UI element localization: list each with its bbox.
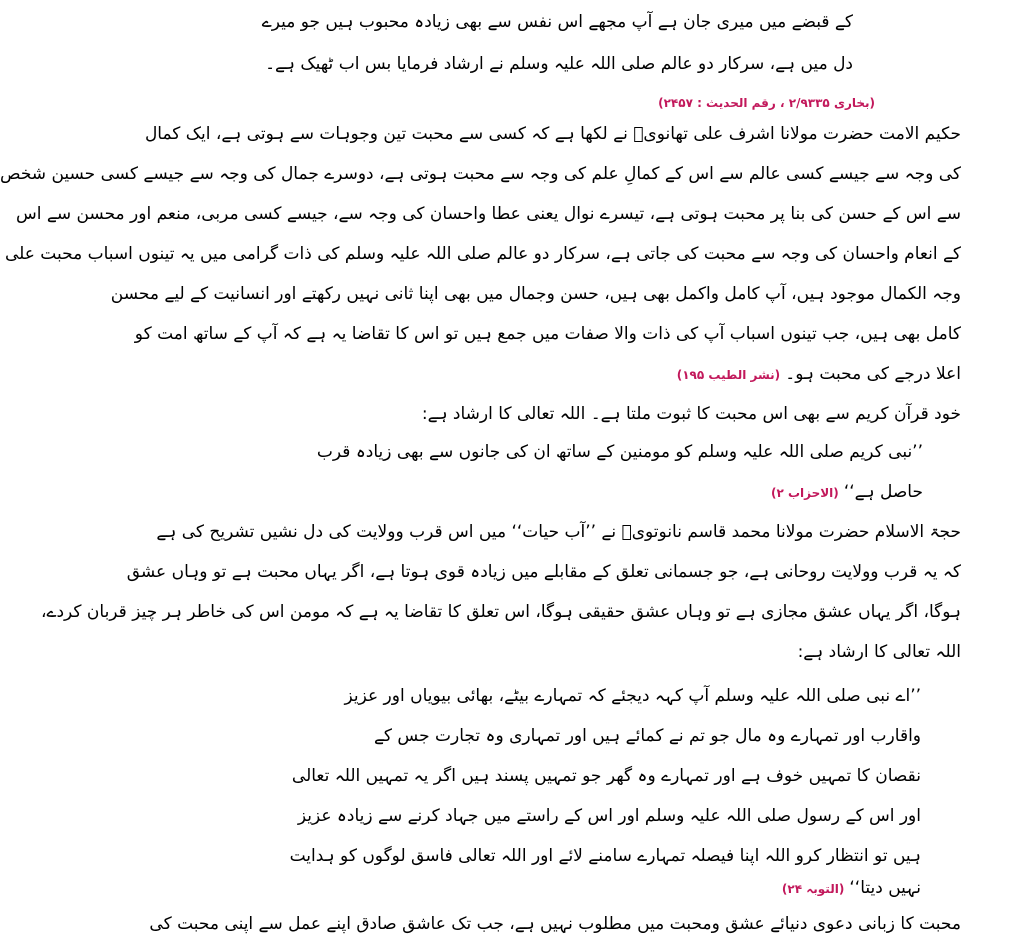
quote-tawbah-line-5: ہیں تو انتظار کرو اللہ اپنا فیصلہ تمہارے سامنے لائے اور اللہ تعالی فاسق لوگوں کو ہدایت xyxy=(289,846,921,866)
quote-top-reference xyxy=(658,88,875,117)
para-main-line-5: وجہ الکمال موجود ہیں، آپ کامل واکمل بھی ہیں، حسن وجمال میں بھی اپنا ثانی نہیں رکھتے اور انسانیت کے لیے محسن xyxy=(110,284,961,304)
quote-tawbah-last-text: نہیں دیتا‘‘ xyxy=(849,878,921,898)
quote-quran-last-line xyxy=(771,478,923,507)
reference-al-ahzab: (الاحزاب ۲) xyxy=(770,486,839,500)
reference-nashr-al-tib: (نشر الطیب ۱۹۵) xyxy=(676,368,781,382)
para-main-line-3: سے اس کے حسن کی بنا پر محبت ہوتی ہے، تیسرے نوال یعنی عطا واحسان کی وجہ سے، جیسے کسی مربی، منعم اور محسن سے اس xyxy=(15,204,961,224)
para-quran-intro: خود قرآن کریم سے بھی اس محبت کا ثبوت ملتا ہے۔ اللہ تعالی کا ارشاد ہے: xyxy=(421,404,961,424)
para-qasim-last-line: اللہ تعالی کا ارشاد ہے: xyxy=(797,642,961,662)
quote-tawbah-line-2: واقارب اور تمہارے وہ مال جو تم نے کمائے ہیں اور تمہاری وہ تجارت جس کے xyxy=(373,726,921,746)
quote-top-line-1: کے قبضے میں میری جان ہے آپ مجھے اس نفس سے بھی زیادہ محبوب ہیں جو میرے xyxy=(261,12,853,32)
quote-tawbah-line-4: اور اس کے رسول صلی اللہ علیہ وسلم اور اس کے راستے میں جہاد کرنے سے زیادہ عزیز xyxy=(297,806,921,826)
para-qasim-line-2: کہ یہ قرب وولایت روحانی ہے، جو جسمانی تعلق کے مقابلے میں زیادہ قوی ہوتا ہے، اگر یہاں محبت ہے تو وہاں عشق xyxy=(126,562,961,582)
quote-quran-line-1: ’’نبی کریم صلی اللہ علیہ وسلم کو مومنین کے ساتھ ان کی جانوں سے بھی زیادہ قرب xyxy=(316,442,923,462)
quote-tawbah-last-line xyxy=(782,874,921,903)
para-main-last-line xyxy=(677,360,961,389)
para-main-line-1: حکیم الامت حضرت مولانا اشرف علی تھانویؒ نے لکھا ہے کہ کسی سے محبت تین وجوہات سے ہوتی ہے، ایک کمال xyxy=(144,124,961,144)
reference-bukhari: (بخاری ۲/۹۳۳۵ ، رقم الحدیث : ۲۴۵۷) xyxy=(658,96,875,110)
quote-tawbah-line-3: نقصان کا تمہیں خوف ہے اور تمہارے وہ گھر جو تمہیں پسند ہیں اگر یہ تمہیں اللہ تعالی xyxy=(291,766,921,786)
para-main-line-4: کے انعام واحسان کی وجہ سے محبت کی جاتی ہے، سرکار دو عالم صلی اللہ علیہ وسلم کی ذات گرامی میں یہ تینوں اسباب محبت علی xyxy=(4,244,961,264)
para-final-line: محبت کا زبانی دعوی دنیائے عشق ومحبت میں مطلوب نہیں ہے، جب تک عاشق صادق اپنے عمل سے اپنی محبت کی xyxy=(149,914,961,934)
para-main-last-text: اعلا درجے کی محبت ہو۔ xyxy=(785,364,961,384)
para-main-line-6: کامل بھی ہیں، جب تینوں اسباب آپ کی ذات والا صفات میں جمع ہیں تو اس کا تقاضا یہ ہے کہ آپ کے ساتھ امت کو xyxy=(134,324,961,344)
quote-top-line-2: دل میں ہے، سرکار دو عالم صلی اللہ علیہ وسلم نے ارشاد فرمایا بس اب ٹھیک ہے۔ xyxy=(265,54,853,74)
quote-tawbah-line-1: ’’اے نبی صلی اللہ علیہ وسلم آپ کہہ دیجئے کہ تمہارے بیٹے، بھائی بیویاں اور عزیز xyxy=(344,686,921,706)
para-qasim-line-1: حجۃ الاسلام حضرت مولانا محمد قاسم نانوتویؒ نے ’’آب حیات‘‘ میں اس قرب وولایت کی دل نشیں تشریح کی ہے xyxy=(156,522,961,542)
reference-al-tawbah: (التوبہ ۲۴) xyxy=(781,882,845,896)
para-qasim-line-3: ہوگا، اگر یہاں عشق مجازی ہے تو وہاں عشق حقیقی ہوگا، اس تعلق کا تقاضا یہ ہے کہ مومن اس کی خاطر ہر چیز قربان کردے، xyxy=(41,602,961,622)
quote-quran-last-text: حاصل ہے‘‘ xyxy=(843,482,923,502)
para-main-line-2: کی وجہ سے جیسے کسی عالم سے اس کے کمالِ علم کی وجہ سے محبت ہوتی ہے، دوسرے جمال کی وجہ سے جیسے کسی حسین شخص xyxy=(0,164,961,184)
